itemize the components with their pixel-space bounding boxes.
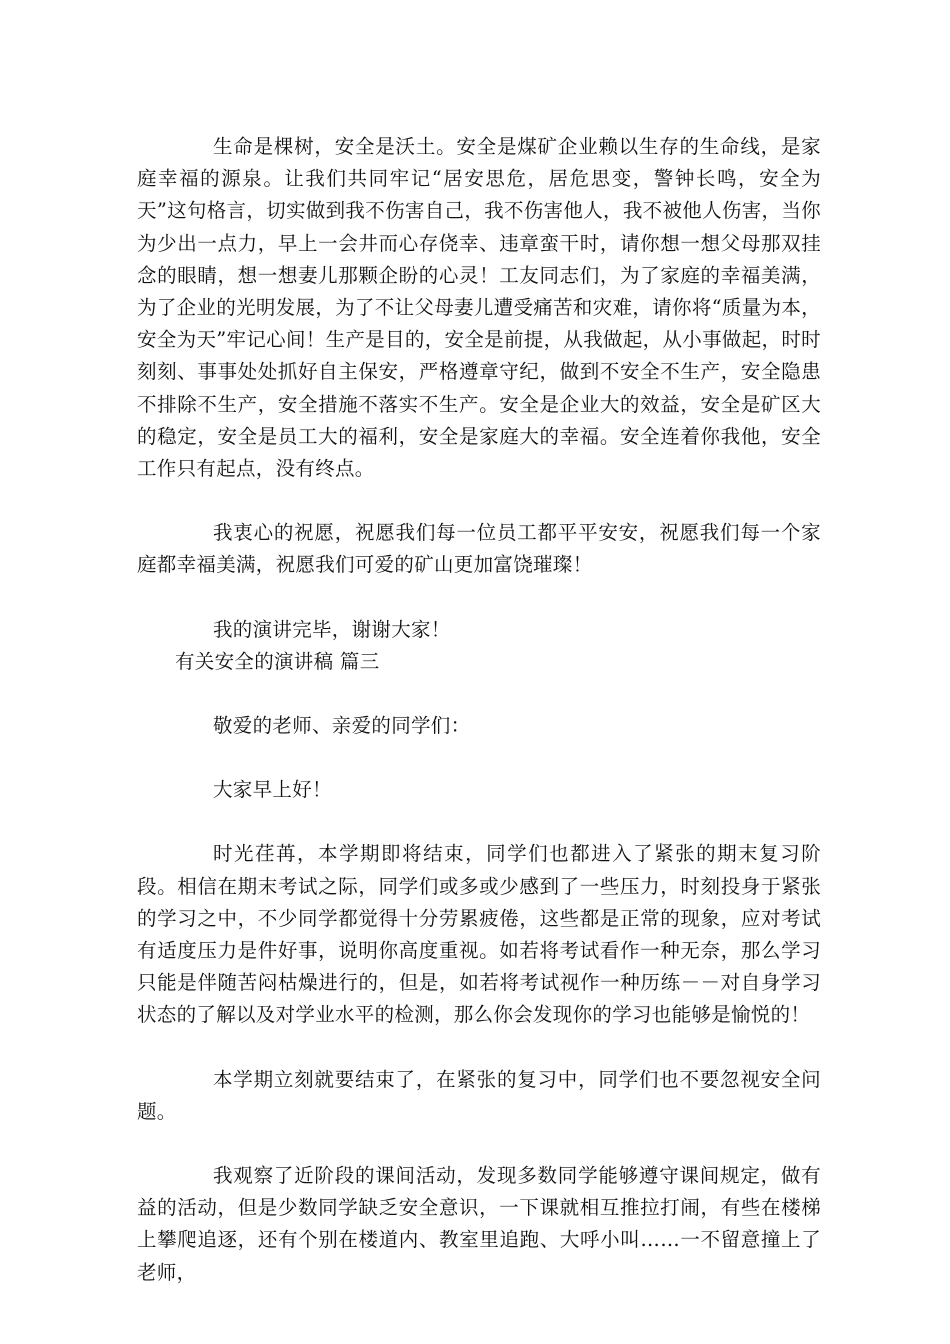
paragraph-semester-end: 本学期立刻就要结束了，在紧张的复习中，同学们也不要忽视安全问题。 (137, 1067, 821, 1123)
paragraph-wishes: 我衷心的祝愿，祝愿我们每一位员工都平平安安，祝愿我们每一个家庭都幸福美满，祝愿我们可爱的矿山更加富饶璀璨！ (137, 521, 821, 577)
paragraph-speech-end: 我的演讲完毕，谢谢大家！ (213, 617, 451, 641)
paragraph-salutation: 敬爱的老师、亲爱的同学们： (213, 714, 471, 738)
paragraph-exam-pressure: 时光荏苒，本学期即将结束，同学们也都进入了紧张的期末复习阶段。相信在期末考试之际，同学们或多或少感到了一些压力，时刻投身于紧张的学习之中，不少同学都觉得十分劳累疲倦，这些都是正常的现象，应对考试有适度压力是件好事，说明你高度重视。如若将考试看作一种无奈，那么学习只能是伴随苦闷枯燥进行的，但是，如若将考试视作一种历练－－对自身学习状态的了解以及对学业水平的检测，那么你会发现你的学习也能够是愉悦的！ (137, 842, 821, 1027)
document-body (137, 131, 821, 1289)
paragraph-greeting: 大家早上好！ (213, 778, 332, 802)
section-heading: 有关安全的演讲稿 篇三 (175, 649, 380, 673)
paragraph-safety-foundation: 生命是棵树，安全是沃土。安全是煤矿企业赖以生存的生命线，是家庭幸福的源泉。让我们共同牢记“居安思危，居危思变，警钟长鸣，安全为天”这句格言，切实做到我不伤害自己，我不伤害他人，我不被他人伤害，当你为少出一点力，早上一会井而心存侥幸、违章蛮干时，请你想一想父母那双挂念的眼睛，想一想妻儿那颗企盼的心灵！工友同志们，为了家庭的幸福美满，为了企业的光明发展，为了不让父母妻儿遭受痛苦和灾难，请你将“质量为本，安全为天”牢记心间！生产是目的，安全是前提，从我做起，从小事做起，时时刻刻、事事处处抓好自主保安，严格遵章守纪，做到不安全不生产，安全隐患不排除不生产，安全措施不落实不生产。安全是企业大的效益，安全是矿区大的稳定，安全是员工大的福利，安全是家庭大的幸福。安全连着你我他，安全工作只有起点，没有终点。 (137, 135, 821, 481)
paragraph-break-activities: 我观察了近阶段的课间活动，发现多数同学能够遵守课间规定，做有益的活动，但是少数同学缺乏安全意识，一下课就相互推拉打闹，有些在楼梯上攀爬追逐，还有个别在楼道内、教室里追跑、大呼小叫……一不留意撞上了老师， (137, 1164, 821, 1284)
